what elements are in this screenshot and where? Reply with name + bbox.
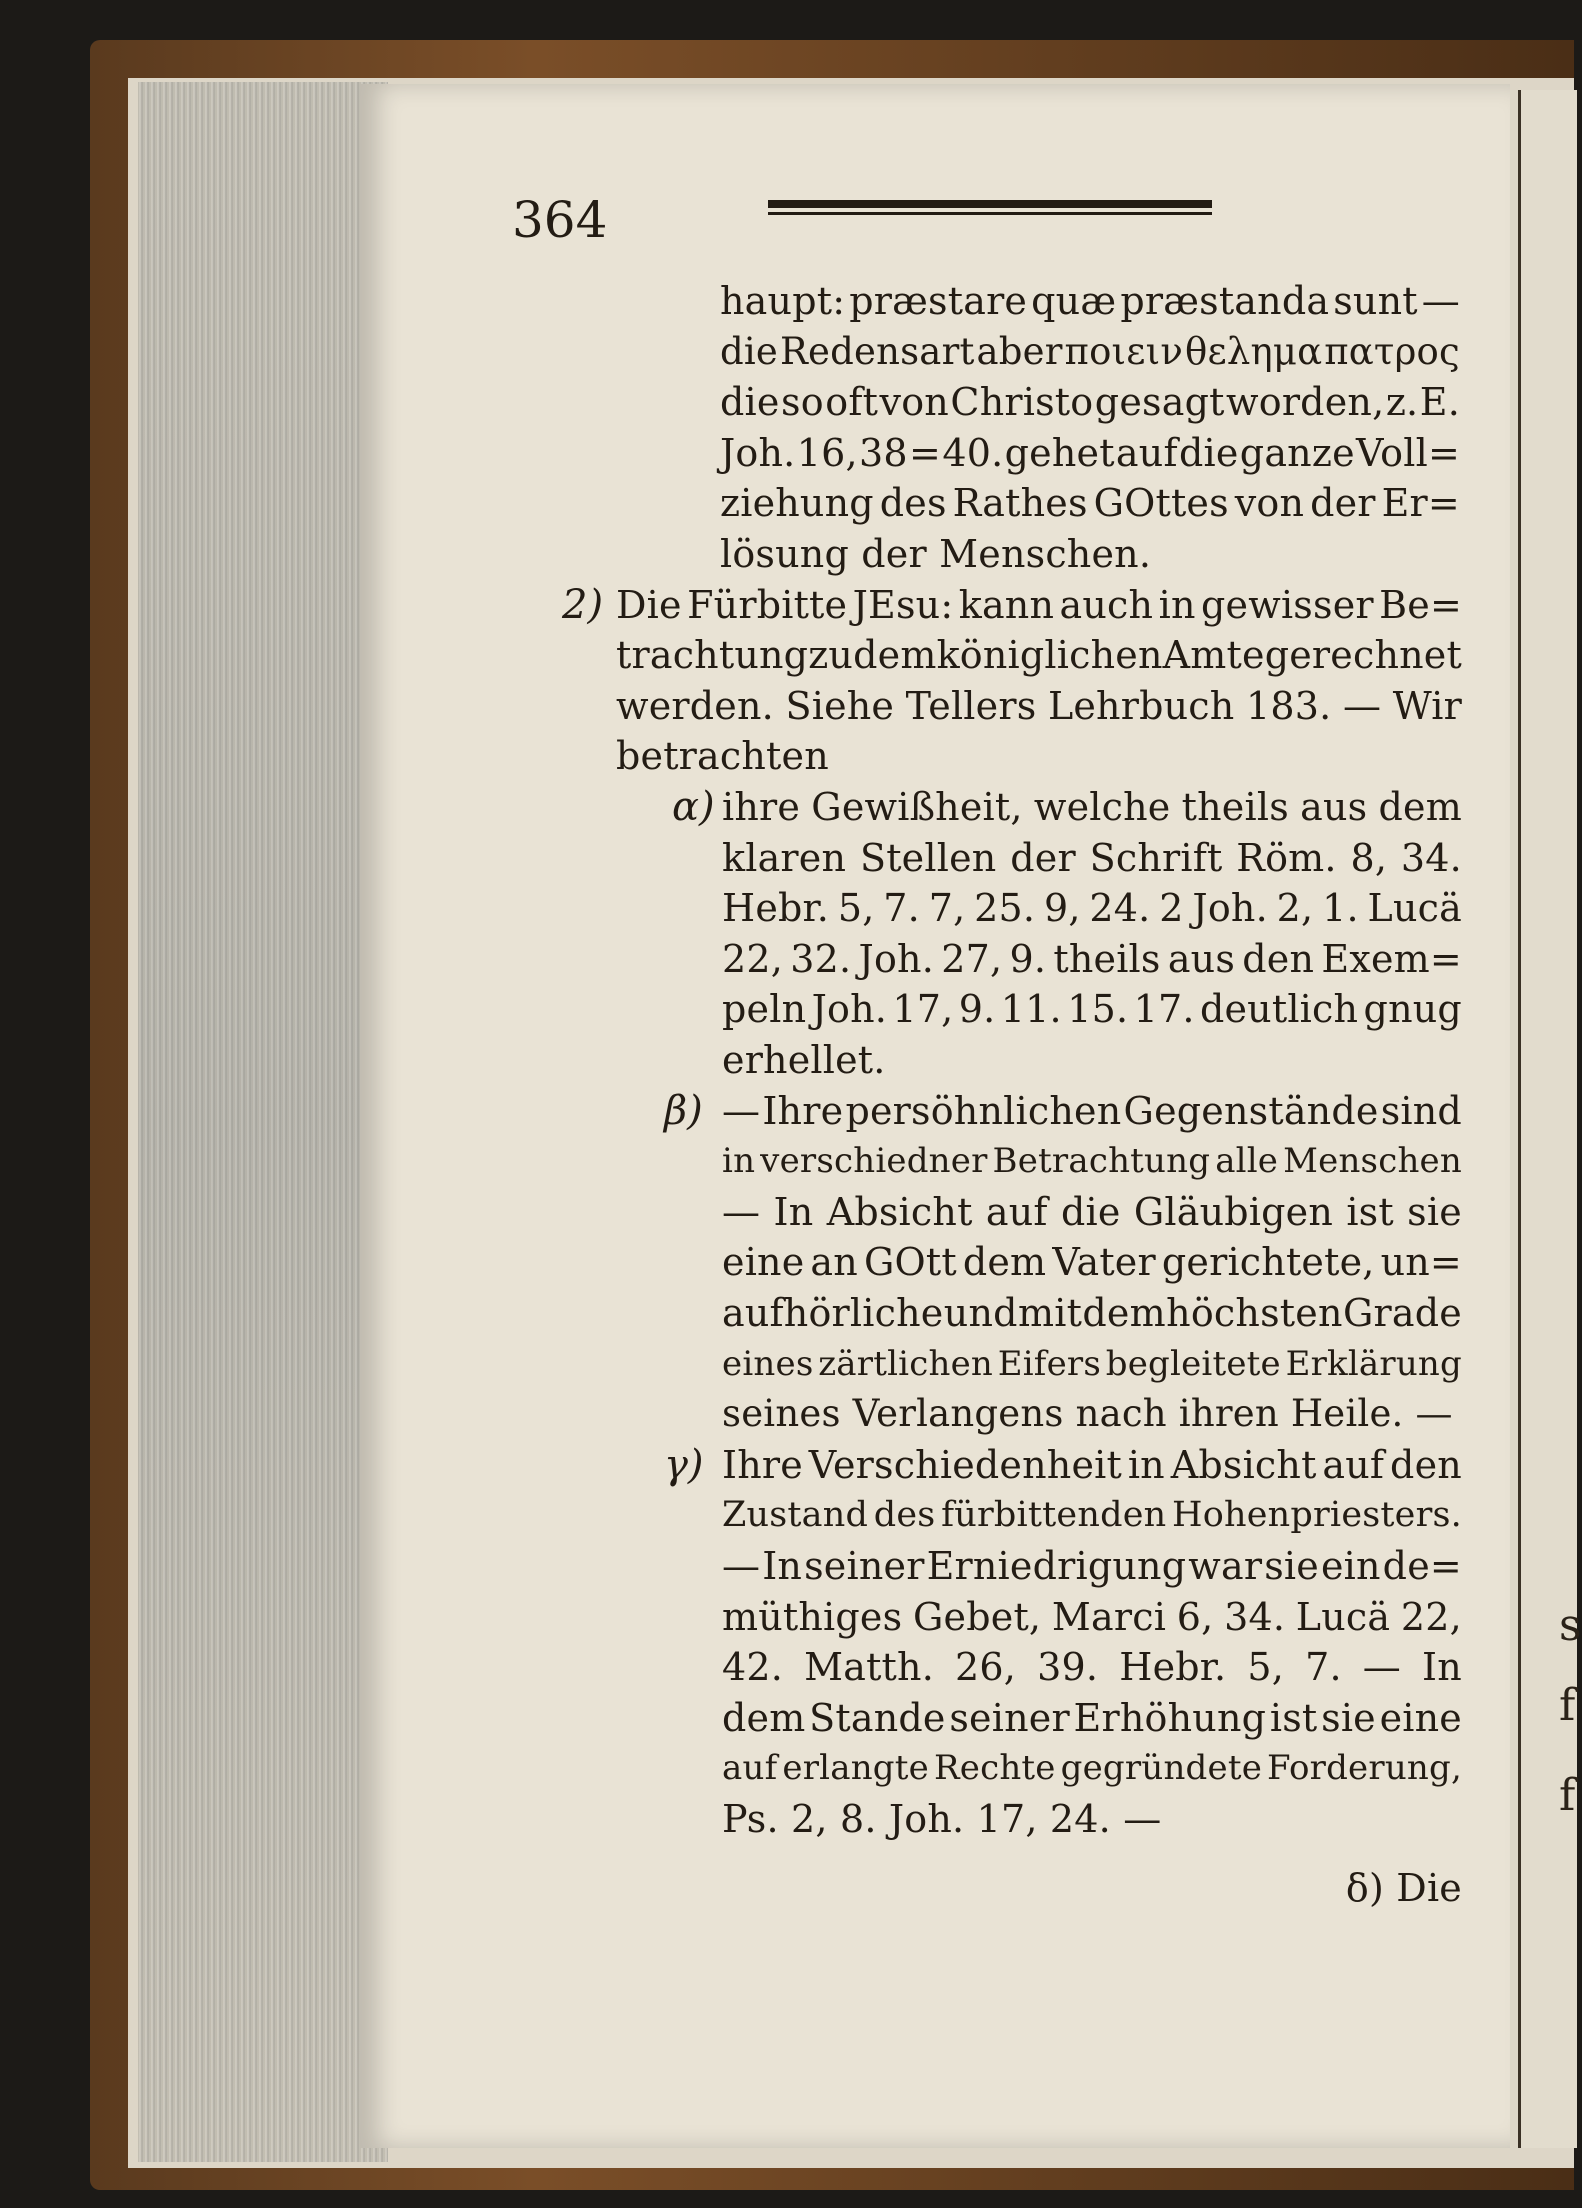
text-line: 42. Matth. 26, 39. Hebr. 5, 7. — In <box>722 1645 1462 1690</box>
text-line: lösung der Menschen. <box>720 532 1152 576</box>
text-line: ihre Gewißheit, welche theils aus dem <box>722 785 1462 829</box>
text-line: eine an GOtt dem Vater gerichtete, un= <box>722 1240 1462 1285</box>
header-rule <box>768 200 1212 216</box>
text-line: in verschiedner Betrachtung alle Menschen <box>722 1141 1462 1182</box>
text-line: betrachten <box>616 734 829 779</box>
text-line: die Redensart aber ποιειν θελημα πατρος <box>720 329 1460 373</box>
item-marker: α) <box>672 784 715 830</box>
text-line: müthiges Gebet, Marci 6, 34. Lucä 22, <box>722 1594 1462 1639</box>
next-page-fragment: f <box>1559 1770 1576 1821</box>
item-marker: 2) <box>562 581 604 628</box>
text-line: — In seiner Erniedrigung war sie ein de= <box>722 1544 1462 1588</box>
next-page-fragment: f <box>1559 1680 1576 1731</box>
text-line: Hebr. 5, 7. 7, 25. 9, 24. 2 Joh. 2, 1. Lucä <box>722 886 1462 931</box>
text-line: — Ihre persöhnlichen Gegenstände sind <box>722 1088 1462 1133</box>
text-line: klaren Stellen der Schrift Röm. 8, 34. <box>722 835 1462 880</box>
text-line: ziehung des Rathes GOttes von der Er= <box>720 481 1460 526</box>
page-number: 364 <box>512 191 608 249</box>
text-line: aufhörliche und mit dem höchsten Grade <box>722 1291 1462 1335</box>
next-page-fragment: s <box>1559 1600 1582 1651</box>
text-line: — In Absicht auf die Gläubigen ist sie <box>722 1189 1462 1234</box>
text-line: dem Stande seiner Erhöhung ist sie eine <box>722 1695 1462 1740</box>
text-line: erhellet. <box>722 1038 886 1082</box>
text-line: peln Joh. 17, 9. 11. 15. 17. deutlich gnug <box>722 987 1462 1032</box>
text-line: seines Verlangens nach ihren Heile. — <box>722 1392 1453 1436</box>
text-line: eines zärtlichen Eifers begleitete Erklärung <box>722 1343 1462 1384</box>
text-line: Zustand des fürbittenden Hohenpriesters. <box>722 1495 1462 1536</box>
text-line: 22, 32. Joh. 27, 9. theils aus den Exem= <box>722 936 1462 981</box>
text-line: auf erlangte Rechte gegründete Forderung, <box>722 1748 1462 1789</box>
text-line: Joh. 16, 38 = 40. gehet auf die ganze Voll= <box>720 430 1460 475</box>
text-line: Ps. 2, 8. Joh. 17, 24. — <box>722 1797 1162 1841</box>
item-marker: β) <box>664 1087 703 1134</box>
text-line: Die Fürbitte JEsu: kann auch in gewisser Be= <box>616 582 1462 627</box>
catchword: δ) Die <box>1345 1865 1462 1910</box>
text-line: werden. Siehe Tellers Lehrbuch 183. — Wir <box>616 683 1462 728</box>
text-line: haupt: præstare quæ præstanda sunt — <box>720 279 1460 323</box>
right-page-edge <box>1518 90 1582 2148</box>
text-line: trachtung zu dem königlichen Amte gerechnet <box>616 633 1462 678</box>
text-line: Ihre Verschiedenheit in Absicht auf den <box>722 1442 1462 1487</box>
text-line: die so oft von Christo gesagt worden, z. E. <box>720 380 1460 425</box>
item-marker: γ) <box>664 1441 704 1488</box>
page-edges <box>138 82 388 2162</box>
